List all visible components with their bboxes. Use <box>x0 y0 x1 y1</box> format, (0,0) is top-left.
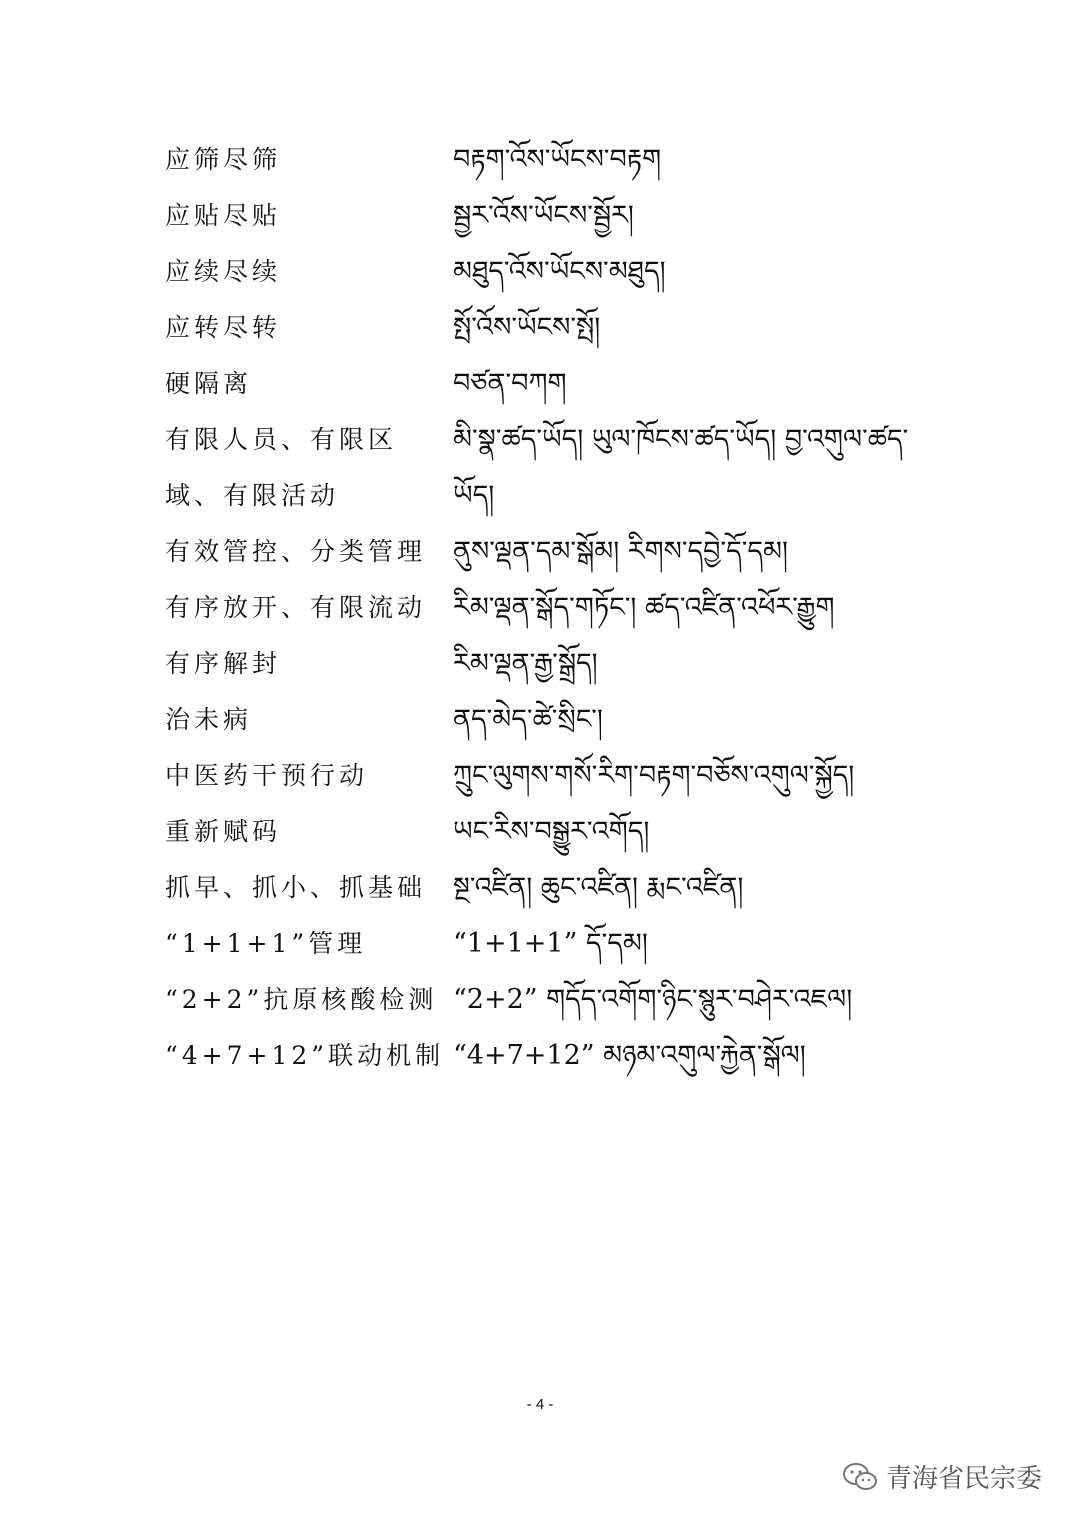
chinese-term: 有序解封 <box>165 649 282 678</box>
chinese-term: 重新赋码 <box>165 817 282 846</box>
chinese-term: 应筛尽筛 <box>165 145 282 174</box>
page-number: - 4 - <box>526 1396 554 1413</box>
glossary-row <box>165 188 925 244</box>
glossary-row <box>165 580 925 636</box>
wechat-icon <box>842 1462 878 1492</box>
tibetan-term: མཐུད་འོས་ཡོངས་མཐུད། <box>453 256 666 287</box>
tibetan-term: བཙན་བཀག <box>453 368 567 399</box>
glossary-list <box>165 132 925 1084</box>
glossary-row <box>165 524 925 580</box>
chinese-term: 有效管控、分类管理 <box>165 537 427 566</box>
chinese-term: 有序放开、有限流动 <box>165 593 427 622</box>
glossary-row <box>165 132 925 188</box>
tibetan-term: “1+1+1” དོ་དམ། <box>453 928 648 959</box>
tibetan-term: རིམ་ལྡན་སྒོད་གཏོང་། ཚད་འཛིན་འཕོར་རྒྱུག <box>453 592 835 623</box>
tibetan-term: སྤོ་འོས་ཡོངས་སྤོ། <box>453 312 601 343</box>
chinese-term: 中医药干预行动 <box>165 761 369 790</box>
glossary-row <box>165 356 925 412</box>
chinese-term: “2+2”抗原核酸检测 <box>165 985 438 1014</box>
glossary-row <box>165 972 925 1028</box>
tibetan-term: མི་སྣ་ཚད་ཡོད། ཡུལ་ཁོངས་ཚད་ཡོད། བྱ་འགུལ་ཚད་ཡོད། <box>453 424 909 511</box>
tibetan-term: ཡང་རིས་བསྒྱུར་འགོད། <box>453 816 650 847</box>
tibetan-term: ནུས་ལྡན་དམ་སྒོམ། རིགས་དབྱེ་དོ་དམ། <box>453 536 788 567</box>
glossary-row <box>165 300 925 356</box>
tibetan-term: “2+2” གདོད་འགོག་ཉིང་སྙུར་བཤེར་འཇལ། <box>453 984 853 1015</box>
tibetan-term: ནད་མེད་ཚེ་སྲིང་། <box>453 704 603 735</box>
chinese-term: 应续尽续 <box>165 257 282 286</box>
tibetan-term: “4+7+12” མཉམ་འགུལ་རྐྱེན་སྒོལ། <box>453 1040 806 1071</box>
glossary-row <box>165 636 925 692</box>
chinese-term: 应转尽转 <box>165 313 282 342</box>
tibetan-term: བརྟག་འོས་ཡོངས་བརྟག <box>453 144 662 175</box>
glossary-row <box>165 244 925 300</box>
glossary-row <box>165 692 925 748</box>
glossary-row <box>165 412 925 524</box>
tibetan-term: ཀྲུང་ལུགས་གསོ་རིག་བརྟག་བཅོས་འགུལ་སྐྱོད། <box>453 760 855 791</box>
glossary-row <box>165 804 925 860</box>
chinese-term: 应贴尽贴 <box>165 201 282 230</box>
glossary-row <box>165 1028 925 1084</box>
chinese-term: 硬隔离 <box>165 369 253 398</box>
chinese-term: 有限人员、有限区域、有限活动 <box>165 425 398 510</box>
chinese-term: 抓早、抓小、抓基础 <box>165 873 427 902</box>
chinese-term: “1+1+1”管理 <box>165 929 367 958</box>
tibetan-term: རིམ་ལྡན་རྒྱ་སྒྲོད། <box>453 648 598 679</box>
glossary-row <box>165 916 925 972</box>
tibetan-term: སྦྱར་འོས་ཡོངས་སྦྱོར། <box>453 200 634 231</box>
glossary-row <box>165 860 925 916</box>
watermark <box>842 1458 1042 1495</box>
chinese-term: 治未病 <box>165 705 253 734</box>
chinese-term: “4+7+12”联动机制 <box>165 1041 445 1070</box>
tibetan-term: སྔ་འཛིན། ཆུང་འཛིན། རྨང་འཛིན། <box>453 872 744 903</box>
watermark-text: 青海省民宗委 <box>885 1464 1042 1494</box>
glossary-row <box>165 748 925 804</box>
